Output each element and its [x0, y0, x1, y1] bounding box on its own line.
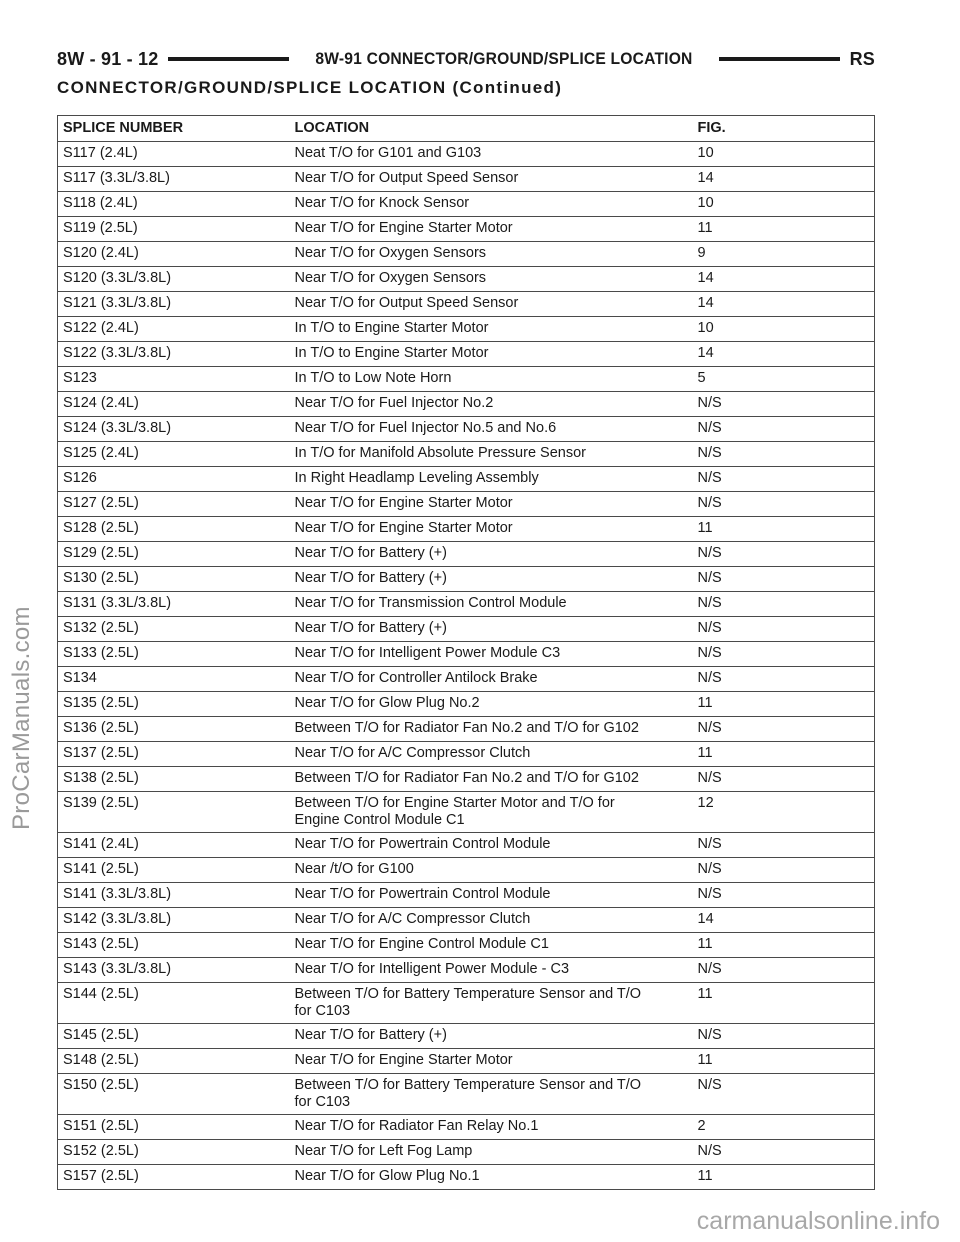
location-cell: Between T/O for Battery Temperature Sensor and T/O for C103 — [290, 1074, 693, 1115]
table-row — [58, 467, 875, 492]
table-row — [58, 858, 875, 883]
splice-number-cell: S132 (2.5L) — [58, 617, 290, 642]
location-cell: Near T/O for A/C Compressor Clutch — [290, 908, 693, 933]
fig-cell: N/S — [693, 667, 875, 692]
splice-number-cell: S128 (2.5L) — [58, 517, 290, 542]
table-row — [58, 542, 875, 567]
table-row — [58, 742, 875, 767]
location-cell: Between T/O for Radiator Fan No.2 and T/O for G102 — [290, 717, 693, 742]
splice-location-table — [57, 115, 875, 1190]
fig-cell: N/S — [693, 542, 875, 567]
fig-cell: 2 — [693, 1115, 875, 1140]
location-cell: Between T/O for Battery Temperature Sensor and T/O for C103 — [290, 983, 693, 1024]
model-code: RS — [849, 48, 875, 69]
table-header-row — [58, 116, 875, 142]
table-row — [58, 1074, 875, 1115]
location-cell: Near T/O for Engine Control Module C1 — [290, 933, 693, 958]
location-cell: Near T/O for Knock Sensor — [290, 192, 693, 217]
table-row — [58, 692, 875, 717]
splice-number-cell: S157 (2.5L) — [58, 1165, 290, 1190]
fig-cell: N/S — [693, 617, 875, 642]
location-cell: Near T/O for Intelligent Power Module - C3 — [290, 958, 693, 983]
fig-cell: 14 — [693, 908, 875, 933]
table-row — [58, 442, 875, 467]
location-cell: Near T/O for Oxygen Sensors — [290, 242, 693, 267]
page-header — [57, 47, 875, 71]
table-row — [58, 1165, 875, 1190]
splice-number-cell: S137 (2.5L) — [58, 742, 290, 767]
location-cell: Near T/O for Battery (+) — [290, 617, 693, 642]
table-row — [58, 292, 875, 317]
column-header-splice-number: SPLICE NUMBER — [58, 116, 290, 142]
splice-number-cell: S136 (2.5L) — [58, 717, 290, 742]
location-cell: Near T/O for A/C Compressor Clutch — [290, 742, 693, 767]
fig-cell: 14 — [693, 267, 875, 292]
table-row — [58, 883, 875, 908]
table-row — [58, 767, 875, 792]
fig-cell: 11 — [693, 217, 875, 242]
page-title: CONNECTOR/GROUND/SPLICE LOCATION (Continued) — [57, 78, 563, 97]
header-rule-right — [719, 57, 840, 61]
location-cell: Near T/O for Glow Plug No.2 — [290, 692, 693, 717]
location-cell: Near T/O for Radiator Fan Relay No.1 — [290, 1115, 693, 1140]
fig-cell: 5 — [693, 367, 875, 392]
table-row — [58, 1049, 875, 1074]
fig-cell: 14 — [693, 167, 875, 192]
location-cell: Near T/O for Output Speed Sensor — [290, 167, 693, 192]
splice-number-cell: S148 (2.5L) — [58, 1049, 290, 1074]
splice-number-cell: S134 — [58, 667, 290, 692]
column-header-location: LOCATION — [290, 116, 693, 142]
location-cell: Neat T/O for G101 and G103 — [290, 142, 693, 167]
fig-cell: N/S — [693, 1024, 875, 1049]
fig-cell: N/S — [693, 417, 875, 442]
table-row — [58, 367, 875, 392]
table-row — [58, 642, 875, 667]
fig-cell: 11 — [693, 517, 875, 542]
location-cell: Near T/O for Powertrain Control Module — [290, 883, 693, 908]
table-row — [58, 833, 875, 858]
fig-cell: 10 — [693, 317, 875, 342]
fig-cell: N/S — [693, 1074, 875, 1115]
location-cell: Near T/O for Left Fog Lamp — [290, 1140, 693, 1165]
fig-cell: N/S — [693, 958, 875, 983]
splice-number-cell: S135 (2.5L) — [58, 692, 290, 717]
fig-cell: N/S — [693, 567, 875, 592]
table-row — [58, 167, 875, 192]
splice-number-cell: S119 (2.5L) — [58, 217, 290, 242]
table-row — [58, 192, 875, 217]
splice-number-cell: S150 (2.5L) — [58, 1074, 290, 1115]
fig-cell: 11 — [693, 1049, 875, 1074]
fig-cell: N/S — [693, 467, 875, 492]
splice-number-cell: S117 (3.3L/3.8L) — [58, 167, 290, 192]
fig-cell: 10 — [693, 192, 875, 217]
fig-cell: N/S — [693, 1140, 875, 1165]
splice-number-cell: S151 (2.5L) — [58, 1115, 290, 1140]
table-row — [58, 242, 875, 267]
table-row — [58, 267, 875, 292]
section-heading: 8W-91 CONNECTOR/GROUND/SPLICE LOCATION — [315, 49, 693, 68]
splice-number-cell: S122 (3.3L/3.8L) — [58, 342, 290, 367]
table-row — [58, 142, 875, 167]
location-cell: Near T/O for Controller Antilock Brake — [290, 667, 693, 692]
splice-number-cell: S120 (2.4L) — [58, 242, 290, 267]
table-body — [58, 142, 875, 1190]
location-cell: Between T/O for Radiator Fan No.2 and T/O for G102 — [290, 767, 693, 792]
location-cell: Near /t/O for G100 — [290, 858, 693, 883]
fig-cell: 10 — [693, 142, 875, 167]
splice-number-cell: S138 (2.5L) — [58, 767, 290, 792]
table-row — [58, 617, 875, 642]
table-row — [58, 517, 875, 542]
fig-cell: 14 — [693, 292, 875, 317]
splice-number-cell: S127 (2.5L) — [58, 492, 290, 517]
location-cell: Between T/O for Engine Starter Motor and T/O for Engine Control Module C1 — [290, 792, 693, 833]
fig-cell: N/S — [693, 833, 875, 858]
fig-cell: N/S — [693, 492, 875, 517]
column-header-fig: FIG. — [693, 116, 875, 142]
table-row — [58, 217, 875, 242]
header-rule-left — [168, 57, 289, 61]
splice-number-cell: S126 — [58, 467, 290, 492]
location-cell: Near T/O for Battery (+) — [290, 542, 693, 567]
fig-cell: N/S — [693, 392, 875, 417]
location-cell: Near T/O for Engine Starter Motor — [290, 492, 693, 517]
bottom-watermark: carmanualsonline.info — [696, 1207, 940, 1235]
location-cell: Near T/O for Oxygen Sensors — [290, 267, 693, 292]
table-row — [58, 417, 875, 442]
table-row — [58, 1024, 875, 1049]
table-row — [58, 567, 875, 592]
fig-cell: 14 — [693, 342, 875, 367]
fig-cell: N/S — [693, 592, 875, 617]
splice-number-cell: S129 (2.5L) — [58, 542, 290, 567]
location-cell: Near T/O for Fuel Injector No.5 and No.6 — [290, 417, 693, 442]
table-row — [58, 1115, 875, 1140]
splice-number-cell: S122 (2.4L) — [58, 317, 290, 342]
location-cell: In T/O to Engine Starter Motor — [290, 317, 693, 342]
table-row — [58, 667, 875, 692]
location-cell: Near T/O for Engine Starter Motor — [290, 517, 693, 542]
table-row — [58, 933, 875, 958]
location-cell: Near T/O for Output Speed Sensor — [290, 292, 693, 317]
fig-cell: 11 — [693, 1165, 875, 1190]
splice-number-cell: S131 (3.3L/3.8L) — [58, 592, 290, 617]
location-cell: Near T/O for Intelligent Power Module C3 — [290, 642, 693, 667]
location-cell: Near T/O for Powertrain Control Module — [290, 833, 693, 858]
table-row — [58, 392, 875, 417]
table-row — [58, 1140, 875, 1165]
fig-cell: N/S — [693, 642, 875, 667]
splice-number-cell: S141 (2.5L) — [58, 858, 290, 883]
table-row — [58, 592, 875, 617]
splice-number-cell: S142 (3.3L/3.8L) — [58, 908, 290, 933]
table-row — [58, 317, 875, 342]
splice-number-cell: S123 — [58, 367, 290, 392]
splice-number-cell: S124 (2.4L) — [58, 392, 290, 417]
splice-number-cell: S118 (2.4L) — [58, 192, 290, 217]
splice-number-cell: S145 (2.5L) — [58, 1024, 290, 1049]
table-row — [58, 342, 875, 367]
splice-number-cell: S139 (2.5L) — [58, 792, 290, 833]
fig-cell: 11 — [693, 742, 875, 767]
splice-number-cell: S117 (2.4L) — [58, 142, 290, 167]
fig-cell: N/S — [693, 767, 875, 792]
fig-cell: 11 — [693, 983, 875, 1024]
splice-number-cell: S143 (2.5L) — [58, 933, 290, 958]
location-cell: Near T/O for Transmission Control Module — [290, 592, 693, 617]
table-row — [58, 983, 875, 1024]
table-row — [58, 958, 875, 983]
fig-cell: N/S — [693, 442, 875, 467]
splice-number-cell: S144 (2.5L) — [58, 983, 290, 1024]
fig-cell: N/S — [693, 883, 875, 908]
splice-number-cell: S152 (2.5L) — [58, 1140, 290, 1165]
location-cell: Near T/O for Engine Starter Motor — [290, 1049, 693, 1074]
splice-number-cell: S130 (2.5L) — [58, 567, 290, 592]
table-row — [58, 792, 875, 833]
fig-cell: N/S — [693, 858, 875, 883]
splice-number-cell: S120 (3.3L/3.8L) — [58, 267, 290, 292]
location-cell: Near T/O for Glow Plug No.1 — [290, 1165, 693, 1190]
location-cell: In T/O to Engine Starter Motor — [290, 342, 693, 367]
splice-number-cell: S141 (2.4L) — [58, 833, 290, 858]
location-cell: In Right Headlamp Leveling Assembly — [290, 467, 693, 492]
page-number: 8W - 91 - 12 — [57, 48, 159, 69]
location-cell: In T/O to Low Note Horn — [290, 367, 693, 392]
fig-cell: 9 — [693, 242, 875, 267]
fig-cell: 12 — [693, 792, 875, 833]
table-row — [58, 492, 875, 517]
location-cell: In T/O for Manifold Absolute Pressure Sensor — [290, 442, 693, 467]
splice-number-cell: S143 (3.3L/3.8L) — [58, 958, 290, 983]
splice-number-cell: S133 (2.5L) — [58, 642, 290, 667]
location-cell: Near T/O for Engine Starter Motor — [290, 217, 693, 242]
location-cell: Near T/O for Fuel Injector No.2 — [290, 392, 693, 417]
splice-number-cell: S124 (3.3L/3.8L) — [58, 417, 290, 442]
table-row — [58, 908, 875, 933]
splice-number-cell: S125 (2.4L) — [58, 442, 290, 467]
fig-cell: 11 — [693, 933, 875, 958]
table-row — [58, 717, 875, 742]
fig-cell: 11 — [693, 692, 875, 717]
fig-cell: N/S — [693, 717, 875, 742]
location-cell: Near T/O for Battery (+) — [290, 567, 693, 592]
side-watermark: ProCarManuals.com — [8, 606, 35, 830]
splice-number-cell: S121 (3.3L/3.8L) — [58, 292, 290, 317]
location-cell: Near T/O for Battery (+) — [290, 1024, 693, 1049]
splice-number-cell: S141 (3.3L/3.8L) — [58, 883, 290, 908]
